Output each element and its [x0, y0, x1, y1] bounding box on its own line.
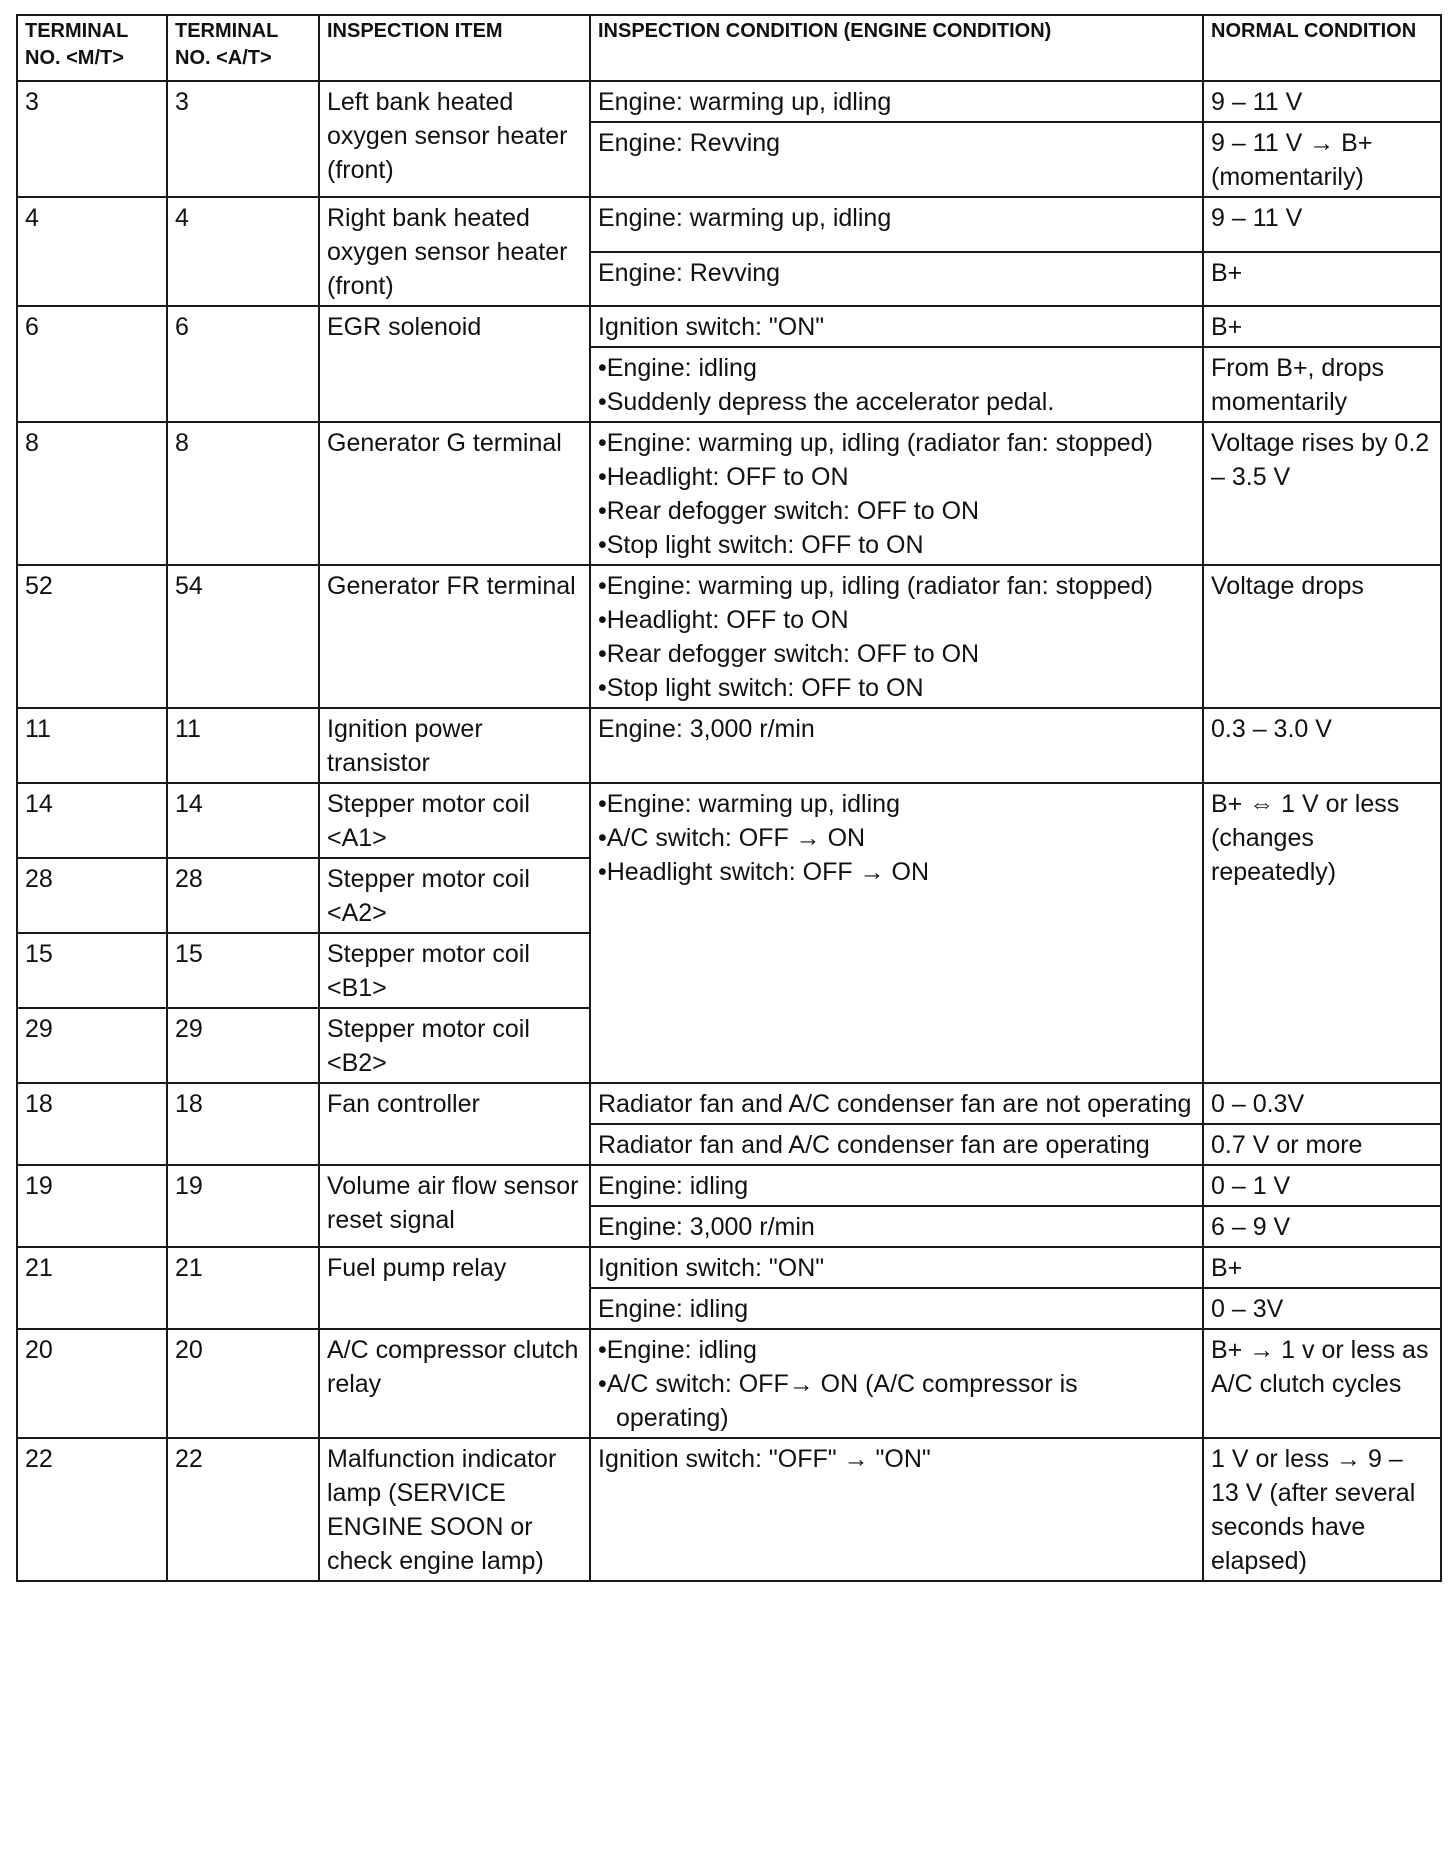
condition-line: •Engine: warming up, idling (radiator fan: stopped) [598, 572, 1153, 600]
terminal-at-cell: 28 [167, 858, 319, 933]
condition-line: •Stop light switch: OFF to ON [598, 674, 924, 702]
table-row [17, 708, 1441, 783]
condition-line: Radiator fan and A/C condenser fan are operating [598, 1131, 1150, 1159]
normal-condition-cell: Voltage drops [1203, 565, 1441, 708]
terminal-at-cell: 6 [167, 306, 319, 422]
inspection-item-cell: Stepper motor coil <A1> [319, 783, 590, 858]
condition-line: Engine: warming up, idling [598, 88, 892, 116]
inspection-condition-cell [590, 1124, 1203, 1165]
condition-line: •Engine: warming up, idling [598, 790, 900, 818]
normal-condition-cell: 1 V or less → 9 – 13 V (after several seconds have elapsed) [1203, 1438, 1441, 1581]
terminal-inspection-table [16, 14, 1442, 1582]
terminal-mt-cell: 29 [17, 1008, 167, 1083]
terminal-mt-cell: 22 [17, 1438, 167, 1581]
normal-condition-cell: Voltage rises by 0.2 – 3.5 V [1203, 422, 1441, 565]
inspection-item-cell: Right bank heated oxygen sensor heater (front) [319, 197, 590, 306]
condition-line: Ignition switch: "ON" [598, 313, 825, 341]
normal-condition-cell: 9 – 11 V → B+ (momentarily) [1203, 122, 1441, 197]
normal-condition-cell: B+ [1203, 306, 1441, 347]
terminal-at-cell: 15 [167, 933, 319, 1008]
inspection-condition-cell [590, 1329, 1203, 1438]
normal-condition-cell: 0.7 V or more [1203, 1124, 1441, 1165]
normal-condition-cell: 6 – 9 V [1203, 1206, 1441, 1247]
condition-line: •Stop light switch: OFF to ON [598, 531, 924, 559]
header-row [17, 15, 1441, 81]
inspection-condition-cell [590, 1247, 1203, 1288]
terminal-mt-cell: 28 [17, 858, 167, 933]
normal-condition-cell: 9 – 11 V [1203, 197, 1441, 252]
inspection-item-cell: Fan controller [319, 1083, 590, 1165]
condition-line: •Headlight: OFF to ON [598, 606, 849, 634]
inspection-item-cell: Stepper motor coil <A2> [319, 858, 590, 933]
condition-line: •Engine: idling [598, 1336, 757, 1364]
header-inspection-condition: INSPECTION CONDITION (ENGINE CONDITION) [590, 15, 1203, 81]
condition-line: Engine: 3,000 r/min [598, 715, 815, 743]
condition-line: •Rear defogger switch: OFF to ON [598, 640, 980, 668]
inspection-condition-cell [590, 347, 1203, 422]
header-terminal-mt: TERMINAL NO. <M/T> [17, 15, 167, 81]
terminal-mt-cell: 14 [17, 783, 167, 858]
inspection-condition-cell [590, 783, 1203, 1083]
condition-line: •Engine: idling [598, 354, 757, 382]
terminal-at-cell: 14 [167, 783, 319, 858]
terminal-mt-cell: 18 [17, 1083, 167, 1165]
terminal-mt-cell: 21 [17, 1247, 167, 1329]
table-row [17, 306, 1441, 347]
terminal-mt-cell: 8 [17, 422, 167, 565]
condition-line: Engine: warming up, idling [598, 204, 892, 232]
header-terminal-at: TERMINAL NO. <A/T> [167, 15, 319, 81]
inspection-item-cell: EGR solenoid [319, 306, 590, 422]
condition-line: Engine: 3,000 r/min [598, 1213, 815, 1241]
normal-condition-cell: B+ → 1 v or less as A/C clutch cycles [1203, 1329, 1441, 1438]
terminal-at-cell: 21 [167, 1247, 319, 1329]
table-row [17, 783, 1441, 858]
normal-condition-cell: B+ [1203, 1247, 1441, 1288]
normal-condition-cell: 0 – 1 V [1203, 1165, 1441, 1206]
condition-line: Engine: Revving [598, 258, 781, 287]
inspection-condition-cell [590, 197, 1203, 252]
table-row [17, 1083, 1441, 1124]
terminal-at-cell: 4 [167, 197, 319, 306]
terminal-at-cell: 29 [167, 1008, 319, 1083]
condition-line: •Headlight switch: OFF → ON [598, 858, 930, 886]
normal-condition-cell: From B+, drops momentarily [1203, 347, 1441, 422]
inspection-condition-cell [590, 1083, 1203, 1124]
inspection-item-cell: Generator G terminal [319, 422, 590, 565]
condition-line: Engine: idling [598, 1295, 749, 1323]
condition-line: •A/C switch: OFF→ ON (A/C compressor is operating) [598, 1370, 1078, 1432]
table-row [17, 1438, 1441, 1581]
inspection-item-cell: Fuel pump relay [319, 1247, 590, 1329]
inspection-item-cell: A/C compressor clutch relay [319, 1329, 590, 1438]
inspection-condition-cell [590, 306, 1203, 347]
terminal-mt-cell: 3 [17, 81, 167, 197]
condition-line: •A/C switch: OFF → ON [598, 824, 866, 852]
inspection-condition-cell [590, 422, 1203, 565]
table-row [17, 197, 1441, 252]
condition-line: •Engine: warming up, idling (radiator fan: stopped) [598, 429, 1153, 457]
table-row [17, 81, 1441, 122]
table-row [17, 1247, 1441, 1288]
condition-line: Ignition switch: "ON" [598, 1254, 825, 1282]
terminal-mt-cell: 20 [17, 1329, 167, 1438]
condition-line: •Suddenly depress the accelerator pedal. [598, 388, 1055, 416]
condition-line: •Headlight: OFF to ON [598, 463, 849, 491]
condition-line: Radiator fan and A/C condenser fan are not operating [598, 1090, 1192, 1118]
inspection-item-cell: Volume air flow sensor reset signal [319, 1165, 590, 1247]
inspection-item-cell: Stepper motor coil <B1> [319, 933, 590, 1008]
normal-condition-cell: 0 – 3V [1203, 1288, 1441, 1329]
normal-condition-cell: B+ [1203, 252, 1441, 307]
terminal-at-cell: 11 [167, 708, 319, 783]
terminal-at-cell: 54 [167, 565, 319, 708]
inspection-item-cell: Ignition power transistor [319, 708, 590, 783]
header-normal-condition: NORMAL CONDITION [1203, 15, 1441, 81]
inspection-item-cell: Generator FR terminal [319, 565, 590, 708]
normal-condition-cell: B+ ⇔ 1 V or less (changes repeatedly) [1203, 783, 1441, 1083]
inspection-condition-cell [590, 1206, 1203, 1247]
inspection-condition-cell [590, 122, 1203, 197]
terminal-at-cell: 20 [167, 1329, 319, 1438]
table-row [17, 1165, 1441, 1206]
terminal-at-cell: 18 [167, 1083, 319, 1165]
terminal-at-cell: 22 [167, 1438, 319, 1581]
terminal-at-cell: 3 [167, 81, 319, 197]
terminal-mt-cell: 6 [17, 306, 167, 422]
inspection-item-cell: Stepper motor coil <B2> [319, 1008, 590, 1083]
condition-line: Ignition switch: "OFF" → "ON" [598, 1445, 931, 1473]
inspection-condition-cell [590, 1165, 1203, 1206]
inspection-condition-cell [590, 1288, 1203, 1329]
header-inspection-item: INSPECTION ITEM [319, 15, 590, 81]
normal-condition-cell: 0 – 0.3V [1203, 1083, 1441, 1124]
inspection-condition-cell [590, 565, 1203, 708]
terminal-mt-cell: 11 [17, 708, 167, 783]
condition-line: Engine: Revving [598, 129, 781, 157]
table-row [17, 565, 1441, 708]
inspection-condition-cell [590, 1438, 1203, 1581]
inspection-item-cell: Left bank heated oxygen sensor heater (front) [319, 81, 590, 197]
terminal-at-cell: 8 [167, 422, 319, 565]
normal-condition-cell: 0.3 – 3.0 V [1203, 708, 1441, 783]
terminal-mt-cell: 52 [17, 565, 167, 708]
table-row [17, 422, 1441, 565]
terminal-mt-cell: 19 [17, 1165, 167, 1247]
condition-line: •Rear defogger switch: OFF to ON [598, 497, 980, 525]
inspection-condition-cell [590, 708, 1203, 783]
normal-condition-cell: 9 – 11 V [1203, 81, 1441, 122]
terminal-at-cell: 19 [167, 1165, 319, 1247]
terminal-mt-cell: 4 [17, 197, 167, 306]
inspection-condition-cell [590, 252, 1203, 307]
inspection-condition-cell [590, 81, 1203, 122]
condition-line: Engine: idling [598, 1172, 749, 1200]
terminal-mt-cell: 15 [17, 933, 167, 1008]
table-row [17, 1329, 1441, 1438]
inspection-item-cell: Malfunction indicator lamp (SERVICE ENGINE SOON or check engine lamp) [319, 1438, 590, 1581]
